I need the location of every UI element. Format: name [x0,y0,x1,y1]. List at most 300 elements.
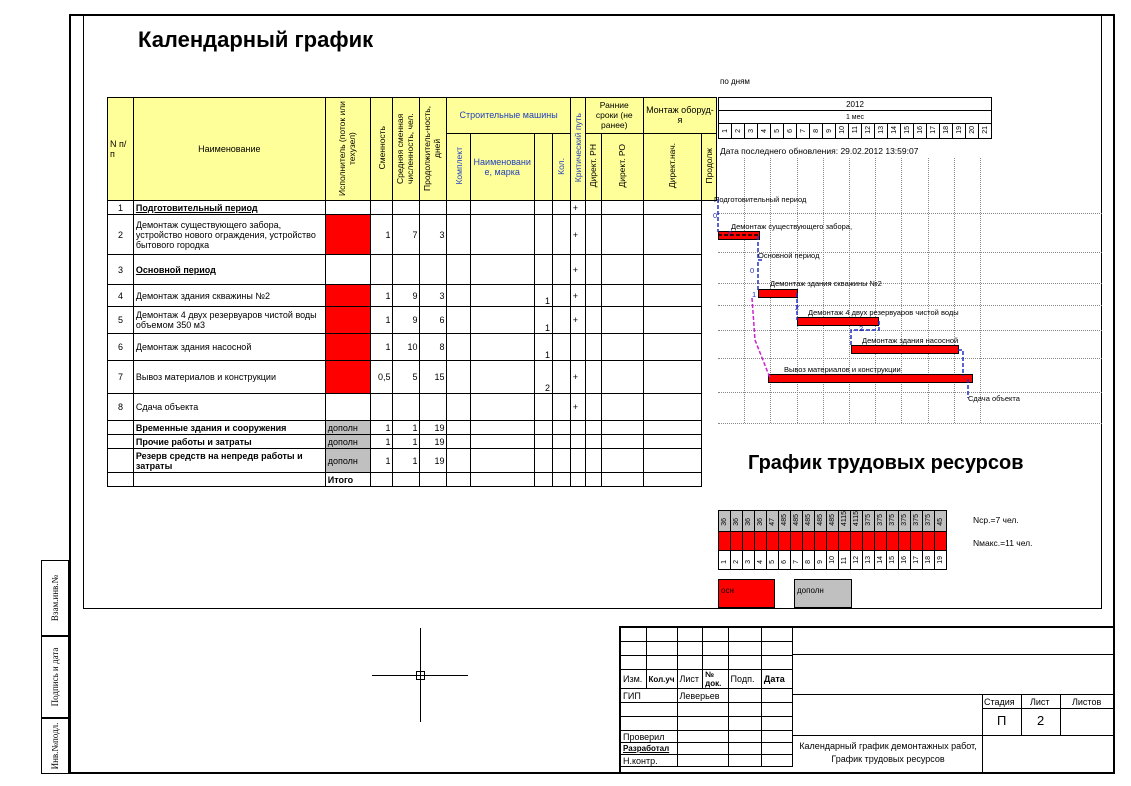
cell-total [370,473,393,487]
stamp-checked: Проверил [621,731,678,743]
gantt-day [745,124,758,139]
cell-empty [585,201,601,215]
res-day-label: 12 [853,556,860,565]
res-value: 485 [805,514,812,527]
header-num: N п/п [108,98,134,201]
cell-dur: 6 [420,307,447,334]
gantt-link-label: 0 [750,266,755,275]
cell-empty [643,421,701,435]
cell-shift [370,394,393,421]
cell-empty [552,334,570,361]
cell-total [601,473,643,487]
header-dur: Продолжитель-ность, дней [422,105,443,191]
stamp-vline-1 [982,694,983,774]
cell-empty [643,255,701,285]
cell-empty [585,421,601,435]
cell-avg: 7 [393,215,420,255]
cell-n: 3 [108,255,134,285]
gantt-gridline [954,158,955,423]
res-day [827,551,839,570]
gantt-rowline [718,392,1102,393]
cell-empty [108,449,134,473]
cell-shift [370,201,393,215]
res-add-cell [767,511,779,532]
res-main-cell [767,532,779,551]
cell-dur: 3 [420,215,447,255]
cell-avg [393,394,420,421]
gantt-label: Демонтаж здания скважины №2 [770,279,882,288]
cell-empty [643,307,701,334]
cell-empty [570,435,585,449]
table-row [108,421,717,435]
gantt-day-label: 5 [773,128,781,133]
res-day-label: 11 [841,556,848,565]
gantt-label: Демонтаж 4 двух резервуаров чистой воды [808,308,959,317]
cell-empty [470,255,534,285]
cell-empty [552,215,570,255]
res-day-label: 15 [889,556,896,565]
res-add-cell [755,511,767,532]
gantt-day [771,124,784,139]
cell-empty [447,435,470,449]
res-day-label: 6 [781,560,788,565]
header-dir-ro: Директ. РО [617,144,628,188]
cell-n: 5 [108,307,134,334]
cell-empty [585,449,601,473]
res-day [935,551,947,570]
cell-empty [552,255,570,285]
cell-exec [325,215,370,255]
header-prodl: Продолж [704,148,714,184]
stamp-sheet-h: Лист [1030,697,1050,707]
side-sig-label: Подпись и дата [50,647,60,707]
res-add-cell [839,511,851,532]
cell-name: Основной период [133,255,325,285]
res-day [731,551,743,570]
cell-total [393,473,420,487]
cell-crit: + [570,394,585,421]
res-add-cell [863,511,875,532]
cell-empty [585,361,601,394]
cell-empty [585,394,601,421]
res-value: 36 [733,518,740,527]
cell-empty [470,361,534,394]
res-day-label: 17 [913,556,920,565]
cell-qty [534,201,552,215]
legend-main-label: осн [721,586,734,595]
side-vzam-label: Взам.инв.№ [50,574,60,622]
gantt-rowline [718,358,1102,359]
cell-exec: дополн [325,449,370,473]
cell-empty [470,215,534,255]
cell-shift: 1 [370,435,393,449]
res-add-cell [719,511,731,532]
res-add-cell [731,511,743,532]
total-row [108,473,717,487]
gantt-year: 2012 [719,98,992,111]
gantt-bar [768,374,973,383]
gantt-label: Вывоз материалов и конструкции [784,365,901,374]
cell-empty [643,435,701,449]
cell-shift: 1 [370,421,393,435]
res-day [803,551,815,570]
table-row [108,201,717,215]
gantt-day [797,124,810,139]
res-main-cell [887,532,899,551]
cell-empty [601,449,643,473]
header-avg: Средняя сменная численность, чел. [395,112,416,184]
cell-empty [552,201,570,215]
gantt-day [719,124,732,139]
stamp-vline-2 [1021,694,1022,735]
cell-name: Сдача объекта [133,394,325,421]
stamp-line-2 [793,694,1115,695]
table-row [108,215,717,255]
cell-dur [420,394,447,421]
cell-empty [570,421,585,435]
cell-exec [325,285,370,307]
gantt-day [849,124,862,139]
crosshair-box [416,671,425,680]
cell-avg: 5 [393,361,420,394]
res-value: 485 [829,514,836,527]
cell-avg [393,201,420,215]
res-main-cell [911,532,923,551]
gantt-month: 1 мес [719,111,992,124]
res-day [887,551,899,570]
gantt-rowline [718,423,1102,424]
res-value: 36 [745,518,752,527]
res-day-label: 19 [937,556,944,565]
gantt-day [914,124,927,139]
stamp-doc-title: Календарный график демонтажных работ, График трудовых ресурсов [799,741,977,764]
cell-n: 6 [108,334,134,361]
res-day [863,551,875,570]
gantt-day-label: 9 [825,128,833,133]
gantt-bar [851,345,959,354]
cell-total [133,473,325,487]
cell-empty [601,215,643,255]
cell-n: 1 [108,201,134,215]
stamp-doc: № док. [703,670,728,689]
cell-qty: 1 [534,307,552,334]
header-dir-start: Директ.нач. [667,143,678,189]
cell-shift [370,255,393,285]
stamp-developed: Разработал [621,743,678,755]
res-day [851,551,863,570]
res-main-cell [743,532,755,551]
res-main-cell [731,532,743,551]
stamp-grid [620,627,793,767]
gantt-day [927,124,940,139]
table-row [108,435,717,449]
gantt-day-label: 12 [864,126,872,134]
gantt-day-label: 3 [747,128,755,133]
cell-empty [643,201,701,215]
cell-total [534,473,552,487]
page-title: Календарный график [138,27,374,52]
stamp-sheets-h: Листов [1072,697,1102,707]
cell-empty [470,201,534,215]
table-row [108,255,717,285]
res-day [923,551,935,570]
res-value: 36 [721,518,728,527]
res-day-label: 9 [817,560,824,565]
res-value: 375 [865,514,872,527]
cell-qty: 1 [534,334,552,361]
res-day-label: 8 [805,560,812,565]
stamp-sheet: 2 [1037,713,1045,728]
cell-total [447,473,470,487]
cell-exec [325,334,370,361]
gantt-label: Сдача объекта [968,394,1020,403]
cell-empty [447,307,470,334]
cell-empty [570,449,585,473]
cell-exec [325,255,370,285]
cell-empty [601,201,643,215]
res-value: 36 [757,518,764,527]
cell-shift: 1 [370,285,393,307]
res-value: 485 [793,514,800,527]
res-add-cell [851,511,863,532]
cell-total [585,473,601,487]
cell-empty [470,394,534,421]
gantt-gridline [823,158,824,423]
side-inv-label: Инв.№подл. [50,722,60,770]
res-day-label: 16 [901,556,908,565]
cell-shift: 1 [370,215,393,255]
gantt-gridline [875,158,876,423]
gantt-day [966,124,979,139]
res-main-cell [803,532,815,551]
gantt-gridline [849,158,850,423]
res-main-cell [935,532,947,551]
cell-exec: дополн [325,435,370,449]
cell-empty [447,201,470,215]
resources-max: Nмакс.=11 чел. [973,538,1033,548]
cell-empty [447,215,470,255]
stamp-nkontr: Н.контр. [621,755,678,767]
gantt-label: Основной период [758,251,820,260]
cell-empty [552,394,570,421]
res-main-cell [851,532,863,551]
cell-total [470,473,534,487]
resources-table [718,510,947,570]
res-main-cell [815,532,827,551]
cell-name: Демонтаж здания скважины №2 [133,285,325,307]
cell-empty [470,449,534,473]
gantt-gridline [901,158,902,423]
res-day [755,551,767,570]
cell-name: Демонтаж существующего забора, устройство нового ограждения, устройство бытового городка [133,215,325,255]
cell-exec [325,394,370,421]
gantt-day-label: 1 [721,128,729,133]
header-early: Ранние сроки (не ранее) [585,98,643,134]
gantt-day-label: 17 [929,126,937,134]
cell-empty [643,334,701,361]
cell-n: 8 [108,394,134,421]
res-main-cell [899,532,911,551]
stamp-date: Дата [761,670,792,689]
cell-shift: 1 [370,307,393,334]
res-day-label: 13 [865,556,872,565]
cell-empty [585,215,601,255]
gantt-header [718,97,992,139]
res-add-cell [911,511,923,532]
header-mount: Монтаж оборуд-я [643,98,716,134]
cell-avg: 1 [393,421,420,435]
cell-qty: 2 [534,361,552,394]
cell-exec [325,201,370,215]
cell-qty [534,255,552,285]
res-add-cell [935,511,947,532]
cell-empty [601,394,643,421]
cell-total [643,473,701,487]
cell-empty [601,285,643,307]
gantt-day [823,124,836,139]
gantt-day-label: 6 [786,128,794,133]
cell-avg [393,255,420,285]
cell-dur: 19 [420,421,447,435]
gantt-day [875,124,888,139]
table-row [108,394,717,421]
res-value: 4115 [853,511,860,527]
cell-qty [534,394,552,421]
cell-empty [447,394,470,421]
cell-avg: 1 [393,449,420,473]
cell-empty [643,361,701,394]
res-add-cell [791,511,803,532]
cell-empty [534,435,552,449]
cell-avg: 9 [393,285,420,307]
res-add-cell [779,511,791,532]
cell-empty [585,307,601,334]
gantt-day [953,124,966,139]
cell-name: Демонтаж 4 двух резервуаров чистой воды объемом 350 м3 [133,307,325,334]
res-day-label: 18 [925,556,932,565]
stamp-izm: Изм. [621,670,647,689]
res-value: 4115 [841,511,848,527]
gantt-link-label: 2 [795,303,800,312]
res-main-cell [755,532,767,551]
table-row [108,449,717,473]
gantt-day-label: 11 [851,126,859,134]
cell-empty [447,334,470,361]
cell-name: Вывоз материалов и конструкции [133,361,325,394]
stamp-stage: П [997,713,1007,728]
cell-empty [643,394,701,421]
res-main-cell [791,532,803,551]
cell-empty [447,449,470,473]
table-row [108,334,717,361]
res-day-label: 3 [745,560,752,565]
cell-empty [643,215,701,255]
cell-empty [470,307,534,334]
gantt-day-label: 15 [903,126,911,134]
stamp-list: Лист [677,670,703,689]
cell-empty [585,255,601,285]
cell-empty [108,435,134,449]
res-main-cell [875,532,887,551]
cell-empty [601,421,643,435]
header-crit: Критический путь [572,113,583,183]
stamp-gip-name: Леверьев [677,689,728,703]
gantt-rowline [718,305,1102,306]
cell-total [420,473,447,487]
gantt-day-label: 19 [955,126,963,134]
gantt-bar [758,289,798,298]
gantt-day-label: 16 [916,126,924,134]
cell-name: Демонтаж здания насосной [133,334,325,361]
res-main-cell [863,532,875,551]
gantt-day-label: 7 [799,128,807,133]
cell-total [570,473,585,487]
gantt-day-label: 20 [968,126,976,134]
cell-shift: 0,5 [370,361,393,394]
res-day [719,551,731,570]
cell-empty [470,435,534,449]
header-machines: Строительные машины [447,98,570,134]
stamp-vline-3 [1060,694,1061,735]
header-qty: Кол. [556,157,567,175]
cell-exec: дополн [325,421,370,435]
cell-total [552,473,570,487]
gantt-link-label: 2 [859,324,864,333]
res-day [839,551,851,570]
gantt-bar [797,317,879,326]
res-add-cell [743,511,755,532]
gantt-link-label: 0 [713,211,718,220]
res-value: 375 [913,514,920,527]
gantt-day [888,124,901,139]
res-value: 375 [877,514,884,527]
gantt-day-label: 2 [734,128,742,133]
gantt-day-label: 21 [981,126,989,134]
gantt-day [862,124,875,139]
res-add-cell [827,511,839,532]
gantt-day [979,124,992,139]
cell-dur: 15 [420,361,447,394]
res-day-label: 4 [757,560,764,565]
cell-empty [585,285,601,307]
gantt-label: Демонтаж существующего забора, [731,222,853,231]
gantt-label: Демонтаж здания насосной [862,336,959,345]
legend-add-label: дополн [797,586,824,595]
cell-crit: + [570,201,585,215]
cell-crit: + [570,285,585,307]
res-main-cell [923,532,935,551]
res-add-cell [803,511,815,532]
header-executor: Исполнитель (поток или техузел) [336,100,357,196]
res-day [779,551,791,570]
gantt-day [901,124,914,139]
stamp-sign: Подп. [728,670,761,689]
res-add-cell [815,511,827,532]
cell-crit: + [570,361,585,394]
side-vzam [41,560,69,636]
scale-note: по дням [720,77,750,86]
cell-empty [585,334,601,361]
cell-name: Резерв средств на непредв работы и затраты [133,449,325,473]
header-mname: Наименовани е, марка [470,133,534,200]
cell-empty [447,361,470,394]
stamp-line-1 [793,654,1115,655]
cell-name: Подготовительный период [133,201,325,215]
cell-empty [552,449,570,473]
stamp-line-4 [982,708,1115,709]
cell-name: Прочие работы и затраты [133,435,325,449]
res-value: 375 [889,514,896,527]
